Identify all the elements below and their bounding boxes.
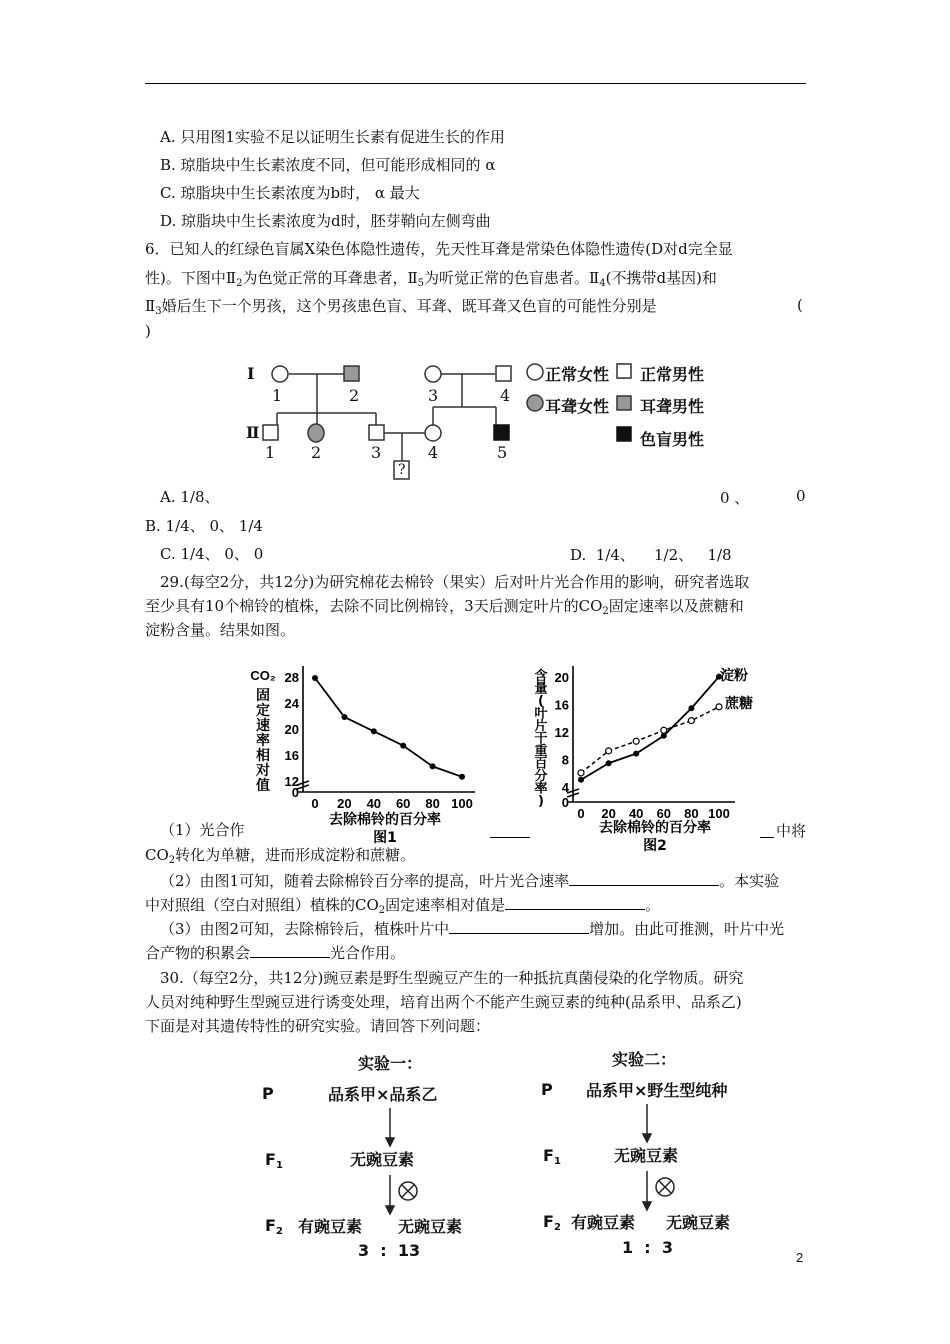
- exp1-ratio: 3 : 13: [358, 1241, 421, 1260]
- chart2-ylabel-char: ): [538, 794, 544, 809]
- exp1-title: 实验一：: [358, 1054, 423, 1073]
- exp1-p-label: P: [262, 1084, 274, 1103]
- chart1-ylabel-char: 速: [256, 718, 270, 734]
- experiment-arrows: [350, 1100, 690, 1220]
- chart2-ytick: 0: [561, 795, 569, 810]
- chart1-xtick: 40: [366, 796, 382, 811]
- pedigree-i3-normal-female: [425, 366, 441, 382]
- pedigree-ii5-colorblind-male: [494, 425, 509, 440]
- exp1-f1-label: $F_1$: [265, 1150, 283, 1171]
- chart1-ytick: 16: [284, 748, 299, 763]
- legend-normal-male: 正常男性: [640, 365, 705, 384]
- chart1-ylabel-char: 相: [256, 748, 270, 764]
- q30-line1: 30.（每空2分，共12分)豌豆素是野生型豌豆产生的一种抵抗真菌侵染的化学物质。研究: [160, 969, 744, 987]
- chart2-sucrose-point: [606, 748, 612, 754]
- exp2-title: 实验二：: [612, 1050, 677, 1069]
- chart2-ylabel-char: 含: [534, 669, 548, 684]
- chart2-starch-point: [688, 705, 694, 711]
- pedigree-child-label: ?: [398, 462, 406, 478]
- q29-blank-3[interactable]: [505, 895, 645, 910]
- chart2-ylabel-char: 率: [534, 781, 548, 797]
- chart1-point: [400, 743, 406, 749]
- q29-p2-cont: 中对照组（空白对照组）植株的$CO_2$固定速率相对值是 。: [145, 896, 661, 916]
- chart2-sucrose-point: [578, 770, 584, 776]
- q29-p3: （3）由图2可知，去除棉铃后，植株叶片中 增加。由此可推测，叶片中光: [160, 920, 785, 938]
- q6-option-d: D. 1/4、 1/2、 1/8: [570, 546, 732, 564]
- q6-option-b: B. 1/4、 0、 1/4: [145, 517, 263, 535]
- pedigree-i2-deaf-male: [344, 366, 359, 381]
- chart2-ylabel-char: 重: [534, 744, 548, 759]
- chart2-xlabel: 去除棉铃的百分率: [599, 820, 711, 836]
- chart2-xtick: 60: [656, 806, 672, 821]
- legend-deaf-female-symbol: [527, 395, 543, 411]
- chart2-starch-point: [633, 751, 639, 757]
- chart1-ytick: 28: [284, 670, 299, 685]
- chart1-ylabel-char: 率: [256, 733, 270, 749]
- chart2-xtick: 40: [628, 806, 644, 821]
- chart2-xtick: 100: [708, 806, 730, 821]
- chart2-ylabel-char: 量: [534, 681, 548, 697]
- pedigree-i-num-2: 2: [349, 386, 360, 405]
- exp2-f1-text: 无豌豆素: [614, 1146, 679, 1165]
- chart1-xtick: 0: [311, 796, 319, 811]
- q29-blank-5[interactable]: [250, 943, 330, 958]
- q6-line1: 6．已知人的红绿色盲属X染色体隐性遗传，先天性耳聋是常染色体隐性遗传(D对d完全显: [145, 240, 733, 258]
- legend-normal-male-symbol: [617, 364, 631, 378]
- pedigree-legend-male-symbols: [614, 360, 636, 450]
- chart1-point: [459, 774, 465, 780]
- exp2-cross: 品系甲×野生型纯种: [586, 1081, 728, 1100]
- chart1-ytick: 20: [284, 722, 299, 737]
- q29-line2: 至少具有10个棉铃的植株，去除不同比例棉铃，3天后测定叶片的$CO_2$固定速率以及蔗糖和: [145, 597, 744, 617]
- q30-line3: 下面是对其遗传特性的研究实验。请回答下列问题：: [145, 1017, 491, 1035]
- chart2-starch-point: [578, 777, 584, 783]
- pedigree-ii-num-2: 2: [311, 443, 322, 462]
- chart2-xtick: 80: [684, 806, 699, 821]
- chart1-ytick: 12: [284, 774, 299, 789]
- q6-paren-close: ): [145, 322, 151, 340]
- selfing-icon: [399, 1178, 674, 1200]
- legend-deaf-male-symbol: [617, 396, 631, 410]
- chart1-xtick: 60: [395, 796, 411, 811]
- q6-option-a-mid: 0 、: [720, 489, 750, 507]
- legend-deaf-male: 耳聋男性: [640, 397, 705, 416]
- page-number: 2: [796, 1250, 804, 1265]
- chart2-ylabel-char: 叶: [534, 706, 548, 722]
- q6-option-a-right: 0: [796, 487, 806, 505]
- exp1-cross: 品系甲×品系乙: [328, 1085, 438, 1104]
- pedigree-ii2-deaf-female: [308, 424, 324, 442]
- pedigree-i1-normal-female: [272, 366, 288, 382]
- chart2-sucrose-point: [716, 704, 722, 710]
- q29-p1-end: 中将: [776, 822, 807, 840]
- pedigree-i-num-1: 1: [272, 386, 283, 405]
- chart2-title: 图2: [643, 838, 667, 854]
- chart2-series-starch-line: [581, 677, 719, 780]
- pedigree-ii-num-4: 4: [428, 443, 439, 462]
- pedigree-i-num-4: 4: [500, 386, 511, 405]
- chart1-xlabel: 去除棉铃的百分率: [329, 812, 441, 828]
- chart1-point: [371, 728, 377, 734]
- pedigree-diagram: [240, 355, 540, 490]
- header-rule: [145, 83, 806, 84]
- q30-line2: 人员对纯种野生型豌豆进行诱变处理，培育出两个不能产生豌豆素的纯种(品系甲、品系乙): [145, 993, 742, 1011]
- chart2-ytick: 16: [554, 697, 569, 713]
- chart1-ytick: 0: [291, 785, 299, 800]
- q5-option-b: B. 琼脂块中生长素浓度不同，但可能形成相同的 α: [160, 156, 496, 174]
- chart2-series-sucrose-line: [581, 707, 719, 773]
- chart2-ylabel-char: 片: [534, 719, 548, 734]
- chart2-xtick: 0: [577, 806, 585, 821]
- q6-paren-open: (: [797, 296, 803, 314]
- q29-blank-4[interactable]: [449, 919, 589, 934]
- chart1-xtick: 100: [451, 796, 473, 811]
- pedigree-ii4-normal-female: [425, 425, 441, 441]
- exp1-f2-label: $F_2$: [265, 1216, 283, 1237]
- q29-p1-cont: $CO_2$转化为单糖，进而形成淀粉和蔗糖。: [145, 846, 416, 866]
- q6-line3: $Ⅱ_3$婚后生下一个男孩，这个男孩患色盲、耳聋、既耳聋又色盲的可能性分别是: [145, 297, 657, 317]
- chart2-legend-sucrose: 蔗糖: [725, 696, 753, 712]
- q29-blank-2[interactable]: [569, 871, 719, 886]
- pedigree-ii-num-1: 1: [265, 443, 276, 462]
- chart2-ytick: 20: [554, 670, 569, 685]
- chart2-sucrose-point: [661, 727, 667, 733]
- exp2-f2-has: 有豌豆素: [571, 1213, 636, 1232]
- pedigree-gen-i: I: [247, 364, 255, 383]
- chart1-point: [341, 714, 347, 720]
- chart2-legend-starch: 淀粉: [720, 668, 748, 684]
- exp2-f2-label: $F_2$: [543, 1212, 561, 1233]
- pedigree-i4-normal-male: [496, 366, 511, 381]
- chart1-ylabel-char: 对: [256, 763, 270, 779]
- chart1-ylabel-top: CO₂: [250, 668, 276, 683]
- pedigree-ii-num-5: 5: [497, 443, 508, 462]
- chart-1: [245, 660, 485, 850]
- chart2-ytick: 8: [561, 752, 569, 768]
- chart1-ylabel-char: 固: [256, 688, 270, 704]
- q5-option-d: D. 琼脂块中生长素浓度为d时，胚芽鞘向左侧弯曲: [160, 212, 491, 230]
- q5-option-c: C. 琼脂块中生长素浓度为b时， α 最大: [160, 184, 420, 202]
- pedigree-ii-num-3: 3: [371, 443, 382, 462]
- chart1-point: [312, 675, 318, 681]
- q6-line2: 性)。下图中$Ⅱ_2$为色觉正常的耳聋患者，$Ⅱ_5$为听觉正常的色盲患者。$Ⅱ_4$(不携带d基因)和: [145, 269, 717, 289]
- legend-deaf-female: 耳聋女性: [545, 397, 610, 416]
- pedigree-gen-ii: Ⅱ: [246, 423, 260, 442]
- exp1-f2-no: 无豌豆素: [398, 1217, 463, 1236]
- chart2-ylabel-char: 分: [534, 769, 548, 784]
- chart2-sucrose-point: [633, 738, 639, 744]
- chart2-sucrose-point: [688, 718, 694, 724]
- chart1-ytick: 24: [284, 696, 299, 711]
- chart1-xtick: 20: [337, 796, 352, 811]
- legend-colorblind-male: 色盲男性: [640, 430, 705, 449]
- legend-colorblind-male-symbol: [617, 427, 631, 441]
- chart2-starch-point: [606, 760, 612, 766]
- exp2-p-label: P: [541, 1080, 553, 1099]
- q29-p3-cont: 合产物的积累会 光合作用。: [145, 944, 406, 962]
- chart2-ylabel-char: 干: [534, 731, 548, 747]
- chart2-ylabel-char: (: [538, 694, 544, 709]
- chart1-ylabel-char: 值: [256, 778, 270, 794]
- q29-blank-1b[interactable]: [760, 823, 774, 838]
- chart1-point: [430, 763, 436, 769]
- exp1-f2-has: 有豌豆素: [298, 1217, 363, 1236]
- exp2-ratio: 1 : 3: [622, 1238, 673, 1257]
- chart1-series-line: [315, 678, 462, 777]
- exp1-f1-text: 无豌豆素: [350, 1150, 415, 1169]
- pedigree-ii3-normal-male: [369, 425, 384, 440]
- q29-line3: 淀粉含量。结果如图。: [145, 621, 296, 639]
- q6-option-c: C. 1/4、 0、 0: [160, 545, 264, 563]
- q6-option-a: A. 1/8、: [160, 488, 220, 506]
- q29-p1-start: （1）光合作: [160, 821, 245, 839]
- chart1-xtick: 80: [425, 796, 440, 811]
- q5-option-a: A. 只用图1实验不足以证明生长素有促进生长的作用: [160, 128, 505, 146]
- q29-blank-1[interactable]: [490, 823, 530, 838]
- q29-line1: 29.(每空2分，共12分)为研究棉花去棉铃（果实）后对叶片光合作用的影响，研究者选取: [160, 573, 750, 591]
- chart2-ytick: 4: [561, 780, 569, 795]
- chart1-title: 图1: [373, 830, 397, 846]
- q29-p2: （2）由图1可知，随着去除棉铃百分率的提高，叶片光合速率 。本实验: [160, 872, 780, 890]
- pedigree-i-num-3: 3: [428, 386, 439, 405]
- pedigree-ii1-normal-male: [263, 425, 278, 440]
- exp2-f1-label: $F_1$: [543, 1146, 561, 1167]
- exp2-f2-no: 无豌豆素: [666, 1213, 731, 1232]
- chart1-ylabel-char: 定: [256, 703, 270, 719]
- legend-normal-female: 正常女性: [545, 365, 610, 384]
- chart2-ylabel-char: 百: [534, 756, 548, 772]
- chart-2: [525, 660, 775, 855]
- chart2-xtick: 20: [601, 806, 616, 821]
- legend-normal-female-symbol: [527, 364, 543, 380]
- chart2-ytick: 12: [554, 725, 569, 740]
